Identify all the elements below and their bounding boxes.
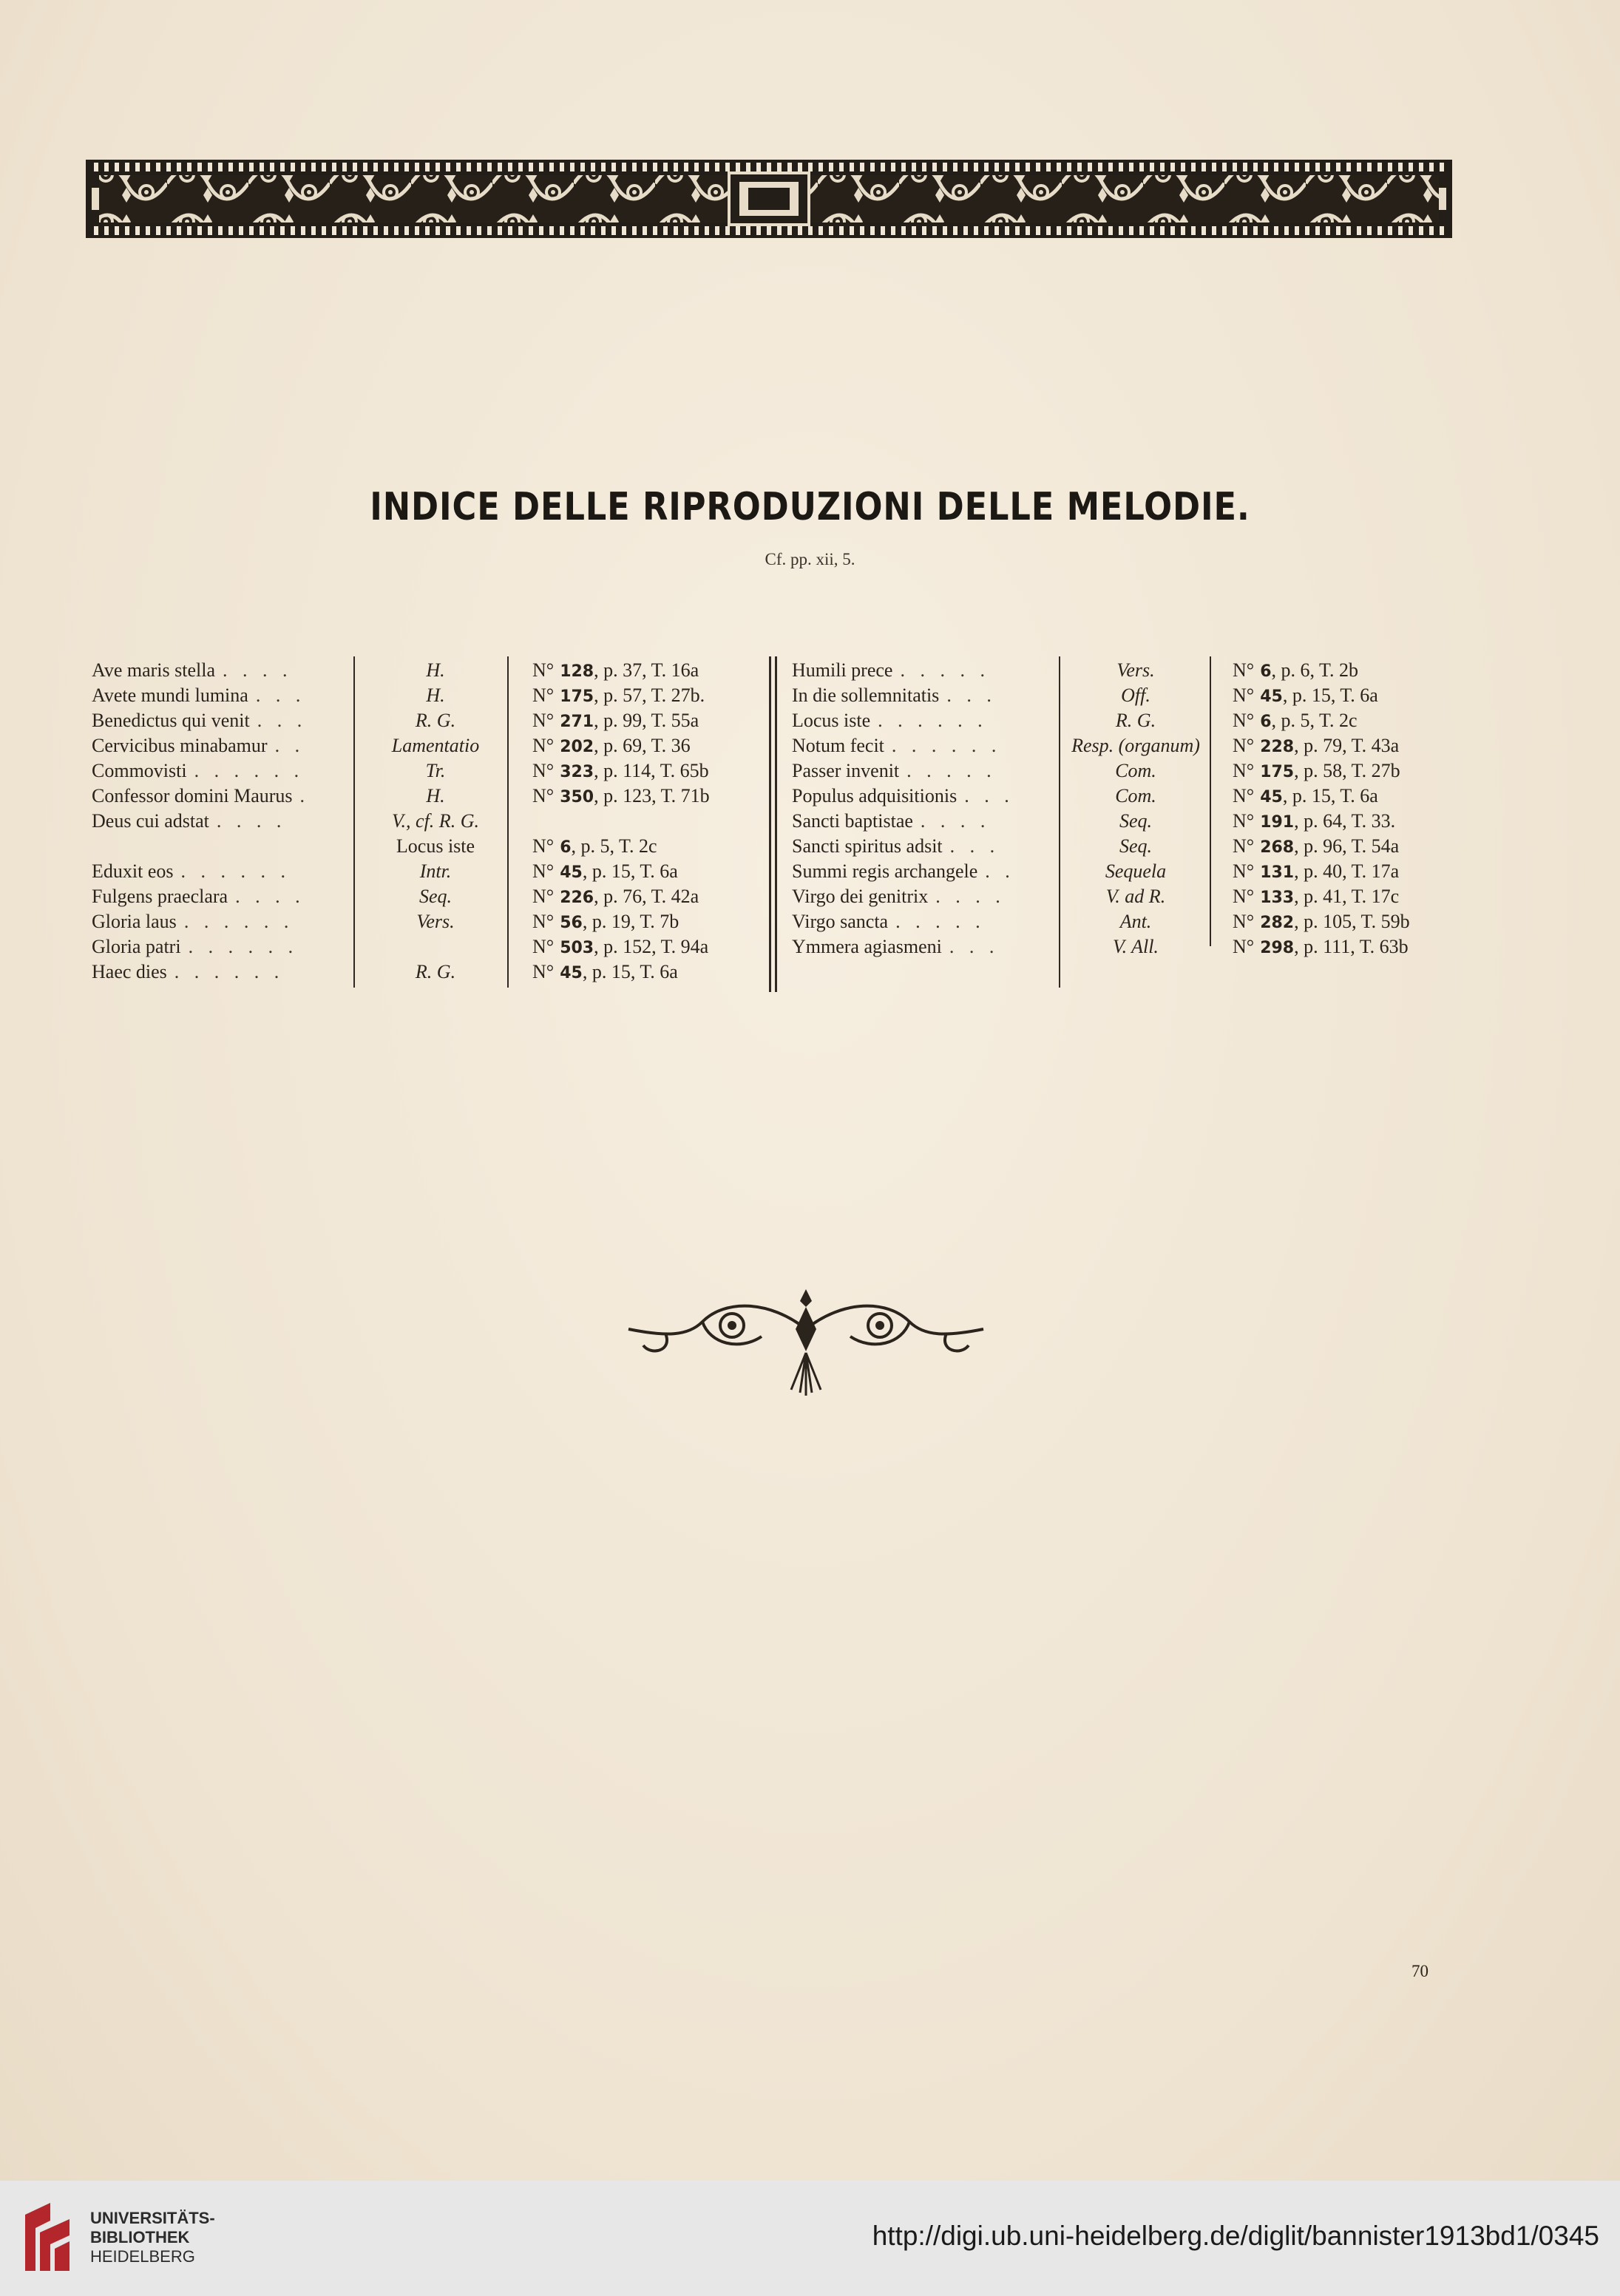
index-entry [792, 683, 1457, 708]
entry-type: H. [426, 785, 445, 806]
entry-title [792, 809, 990, 834]
entry-type: Ant. [1119, 911, 1152, 932]
dot-leader: . . . [949, 835, 1000, 857]
entry-title-text: Gloria laus [92, 911, 177, 932]
number-prefix: N° [1233, 785, 1255, 806]
entry-title [92, 708, 307, 733]
university-library-logo-icon [21, 2200, 74, 2274]
entry-title-text: Deus cui adstat [92, 810, 209, 832]
dot-leader: . . . . . . [183, 911, 294, 932]
dot-leader: . . . [964, 785, 1014, 806]
entry-title-text: Avete mundi lumina [92, 685, 248, 706]
entry-number: 226 [560, 889, 594, 907]
entry-type: Off. [1121, 685, 1150, 706]
entry-title-text: Ymmera agiasmeni [792, 936, 942, 957]
entry-title-text: Passer invenit [792, 760, 900, 781]
index-entry [792, 758, 1457, 784]
entry-title-text: Sancti spiritus adsit [792, 835, 943, 857]
entry-title [92, 909, 294, 934]
entry-page-ref: , p. 37, T. 16a [594, 659, 699, 681]
index-entry [92, 859, 757, 884]
entry-number: 323 [560, 763, 594, 781]
entry-title-text: Cervicibus minabamur [92, 735, 268, 756]
entry-type: V., cf. R. G. [392, 810, 479, 832]
entry-title-text: Notum fecit [792, 735, 884, 756]
entry-type: Seq. [1119, 835, 1153, 857]
index-entry [92, 960, 757, 985]
entry-reference [1233, 809, 1395, 835]
entry-title-text: Locus iste [792, 710, 871, 731]
library-name-line: BIBLIOTHEK [90, 2228, 190, 2246]
dot-leader: . [299, 785, 311, 806]
entry-title [92, 884, 305, 909]
index-entry [92, 884, 757, 909]
index-entry [92, 909, 757, 934]
entry-title-text: Summi regis archangele [792, 860, 978, 882]
entry-title [92, 834, 99, 859]
number-prefix: N° [1233, 810, 1255, 832]
entry-page-ref: , p. 19, T. 7b [582, 911, 679, 932]
entry-title-text: Confessor domini Maurus [92, 785, 293, 806]
entry-number: 6 [1260, 662, 1272, 681]
entry-number: 228 [1260, 738, 1295, 756]
entry-title-text: Humili prece [792, 659, 893, 681]
entry-number: 45 [1260, 788, 1283, 806]
entry-title [792, 909, 986, 934]
entry-number: 56 [560, 914, 583, 932]
index-table-left [92, 658, 757, 985]
library-name-line: UNIVERSITÄTS- [90, 2209, 215, 2227]
dot-leader: . . . . . [906, 760, 997, 781]
index-entry [92, 784, 757, 809]
dot-leader: . . . . . . [891, 735, 1002, 756]
number-prefix: N° [532, 886, 555, 907]
dot-leader: . . . [257, 710, 308, 731]
number-prefix: N° [1233, 735, 1255, 756]
entry-type: Com. [1115, 785, 1156, 806]
library-name [90, 2209, 215, 2266]
entry-page-ref: , p. 152, T. 94a [594, 936, 709, 957]
number-prefix: N° [1233, 860, 1255, 882]
number-prefix: N° [532, 961, 555, 982]
library-name-line: HEIDELBERG [90, 2247, 195, 2266]
entry-title-text: Virgo dei genitrix [792, 886, 929, 907]
entry-title [792, 658, 990, 683]
entry-reference [532, 658, 699, 685]
entry-title [92, 658, 293, 683]
entry-title-text: Commovisti [92, 760, 187, 781]
number-prefix: N° [532, 936, 555, 957]
entry-reference [532, 859, 678, 886]
entry-reference [532, 784, 710, 810]
entry-type: Vers. [1116, 659, 1155, 681]
entry-reference [532, 733, 691, 760]
entry-title [92, 960, 284, 985]
entry-page-ref: , p. 76, T. 42a [594, 886, 699, 907]
entry-page-ref: , p. 5, T. 2c [571, 835, 657, 857]
entry-title [792, 834, 1000, 859]
entry-reference [532, 934, 708, 961]
entry-page-ref: , p. 5, T. 2c [1271, 710, 1358, 731]
index-entry [792, 909, 1457, 934]
entry-page-ref: , p. 111, T. 63b [1294, 936, 1409, 957]
column-rule [353, 656, 355, 988]
entry-reference [532, 758, 709, 785]
dot-leader: . . . . [935, 886, 1006, 907]
entry-title-text: In die sollemnitatis [792, 685, 940, 706]
center-double-rule [769, 656, 771, 992]
entry-reference [1233, 784, 1378, 810]
entry-type: Locus iste [396, 835, 475, 857]
dot-leader: . . . . . [895, 911, 986, 932]
index-entry [92, 683, 757, 708]
dot-leader: . . . . [920, 810, 991, 832]
entry-title [792, 784, 1014, 809]
index-entry [792, 859, 1457, 884]
entry-number: 298 [1260, 939, 1295, 957]
entry-number: 45 [560, 964, 583, 982]
center-double-rule [775, 656, 777, 992]
entry-title-text: Eduxit eos [92, 860, 174, 882]
entry-reference [1233, 658, 1358, 685]
entry-reference [1233, 708, 1358, 735]
page-number: 70 [1411, 1962, 1428, 1980]
entry-page-ref: , p. 58, T. 27b [1294, 760, 1400, 781]
number-prefix: N° [1233, 710, 1255, 731]
entry-title [92, 758, 304, 784]
index-entry [792, 658, 1457, 683]
entry-title [92, 683, 305, 708]
number-prefix: N° [532, 835, 555, 857]
dot-leader: . . . . [223, 659, 293, 681]
entry-title [792, 733, 1001, 758]
number-prefix: N° [532, 685, 555, 706]
index-entry [792, 708, 1457, 733]
entry-number: 128 [560, 662, 594, 681]
index-entry [792, 733, 1457, 758]
entry-page-ref: , p. 114, T. 65b [594, 760, 709, 781]
dot-leader: . . . . . [900, 659, 990, 681]
entry-page-ref: , p. 15, T. 6a [1282, 785, 1378, 806]
index-entry [92, 934, 757, 960]
number-prefix: N° [1233, 911, 1255, 932]
entry-type: H. [426, 685, 445, 706]
entry-title-text: Haec dies [92, 961, 167, 982]
page-title: INDICE DELLE RIPRODUZIONI DELLE MELODIE. [370, 485, 1250, 529]
entry-reference [1233, 834, 1399, 860]
index-entry [792, 834, 1457, 859]
entry-title [792, 859, 1015, 884]
entry-reference [532, 834, 657, 860]
page-subtitle: Cf. pp. xii, 5. [765, 550, 855, 568]
entry-title [792, 708, 988, 733]
entry-title [92, 784, 310, 809]
entry-number: 45 [1260, 687, 1283, 706]
dot-leader: . . . . . . [180, 860, 291, 882]
entry-title-text: Virgo sancta [792, 911, 889, 932]
entry-reference [1233, 859, 1399, 886]
number-prefix: N° [1233, 685, 1255, 706]
index-entry [92, 708, 757, 733]
dot-leader: . . . [949, 936, 1000, 957]
entry-title [792, 758, 997, 784]
entry-type: R. G. [415, 710, 456, 731]
entry-page-ref: , p. 105, T. 59b [1294, 911, 1410, 932]
entry-type: H. [426, 659, 445, 681]
entry-type: Vers. [416, 911, 455, 932]
source-url-link[interactable]: http://digi.ub.uni-heidelberg.de/diglit/bannister1913bd1/0345 [872, 2221, 1599, 2251]
dot-leader: . . . [946, 685, 997, 706]
entry-number: 133 [1260, 889, 1295, 907]
column-rule [1210, 656, 1211, 946]
entry-reference [1233, 934, 1409, 961]
entry-title [792, 683, 997, 708]
dot-leader: . . . . [216, 810, 287, 832]
dot-leader: . . . . . . [878, 710, 988, 731]
dot-leader: . . [985, 860, 1015, 882]
entry-title-text: Fulgens praeclara [92, 886, 228, 907]
decorative-header-band [86, 160, 1452, 238]
entry-type: V. All. [1113, 936, 1159, 957]
entry-page-ref: , p. 99, T. 55a [594, 710, 699, 731]
entry-title [92, 809, 286, 834]
index-entry [792, 884, 1457, 909]
entry-type: Sequela [1105, 860, 1167, 882]
entry-type: Seq. [418, 886, 453, 907]
entry-type: R. G. [1115, 710, 1156, 731]
entry-reference [532, 909, 679, 936]
entry-number: 6 [1260, 713, 1272, 731]
number-prefix: N° [1233, 835, 1255, 857]
entry-number: 45 [560, 863, 583, 882]
entry-reference [1233, 909, 1410, 936]
entry-number: 503 [560, 939, 594, 957]
dot-leader: . . . . . . [194, 760, 305, 781]
entry-reference [532, 960, 678, 986]
entry-page-ref: , p. 79, T. 43a [1294, 735, 1400, 756]
entry-number: 175 [1260, 763, 1295, 781]
entry-title [792, 884, 1006, 909]
entry-reference [532, 708, 699, 735]
index-entry [92, 809, 757, 834]
column-rule [1059, 656, 1060, 988]
dot-leader: . . [274, 735, 305, 756]
dot-leader: . . . [255, 685, 306, 706]
number-prefix: N° [1233, 886, 1255, 907]
index-entry [792, 809, 1457, 834]
entry-page-ref: , p. 123, T. 71b [594, 785, 710, 806]
index-entry [92, 758, 757, 784]
entry-type: Lamentatio [391, 735, 480, 756]
entry-number: 202 [560, 738, 594, 756]
floral-ornament [621, 1285, 991, 1403]
number-prefix: N° [532, 659, 555, 681]
entry-title-text: Gloria patri [92, 936, 181, 957]
number-prefix: N° [532, 735, 555, 756]
entry-type: Intr. [419, 860, 452, 882]
index-entry [92, 834, 757, 859]
entry-title-text: Ave maris stella [92, 659, 216, 681]
dot-leader: . . . . . . [174, 961, 285, 982]
index-entry [92, 658, 757, 683]
entry-number: 191 [1260, 813, 1295, 832]
entry-number: 175 [560, 687, 594, 706]
column-rule [507, 656, 509, 988]
number-prefix: N° [532, 710, 555, 731]
entry-page-ref: , p. 15, T. 6a [1282, 685, 1378, 706]
entry-title-text: Benedictus qui venit [92, 710, 250, 731]
number-prefix: N° [532, 911, 555, 932]
dot-leader: . . . . . . [188, 936, 299, 957]
index-entry [792, 934, 1457, 960]
entry-title-text: Populus adquisitionis [792, 785, 958, 806]
entry-reference [532, 884, 699, 911]
number-prefix: N° [532, 860, 555, 882]
entry-page-ref: , p. 6, T. 2b [1271, 659, 1358, 681]
entry-page-ref: , p. 96, T. 54a [1294, 835, 1400, 857]
entry-number: 131 [1260, 863, 1295, 882]
entry-title [92, 934, 298, 960]
entry-title [92, 859, 291, 884]
entry-number: 350 [560, 788, 594, 806]
library-footer [0, 2181, 1620, 2296]
entry-page-ref: , p. 57, T. 27b. [594, 685, 705, 706]
entry-page-ref: , p. 69, T. 36 [594, 735, 691, 756]
entry-type: R. G. [415, 961, 456, 982]
entry-type: Com. [1115, 760, 1156, 781]
entry-reference [1233, 758, 1400, 785]
number-prefix: N° [532, 760, 555, 781]
entry-type: Seq. [1119, 810, 1153, 832]
entry-page-ref: , p. 41, T. 17c [1294, 886, 1400, 907]
number-prefix: N° [1233, 659, 1255, 681]
entry-type: Resp. (organum) [1071, 735, 1200, 756]
index-entry [792, 784, 1457, 809]
number-prefix: N° [1233, 760, 1255, 781]
entry-title [92, 733, 305, 758]
number-prefix: N° [532, 785, 555, 806]
entry-title [792, 934, 999, 960]
entry-number: 6 [560, 838, 572, 857]
entry-page-ref: , p. 15, T. 6a [582, 961, 678, 982]
entry-reference [1233, 733, 1399, 760]
entry-page-ref: , p. 15, T. 6a [582, 860, 678, 882]
entry-type: Tr. [425, 760, 446, 781]
entry-reference [1233, 884, 1399, 911]
number-prefix: N° [1233, 936, 1255, 957]
entry-reference [532, 683, 705, 710]
entry-reference [1233, 683, 1378, 710]
entry-number: 271 [560, 713, 594, 731]
index-entry [92, 733, 757, 758]
entry-type: V. ad R. [1105, 886, 1166, 907]
dot-leader: . . . . [235, 886, 305, 907]
entry-page-ref: , p. 40, T. 17a [1294, 860, 1400, 882]
entry-page-ref: , p. 64, T. 33. [1294, 810, 1396, 832]
entry-title-text: Sancti baptistae [792, 810, 913, 832]
index-table-right [792, 658, 1457, 960]
entry-number: 282 [1260, 914, 1295, 932]
entry-number: 268 [1260, 838, 1295, 857]
